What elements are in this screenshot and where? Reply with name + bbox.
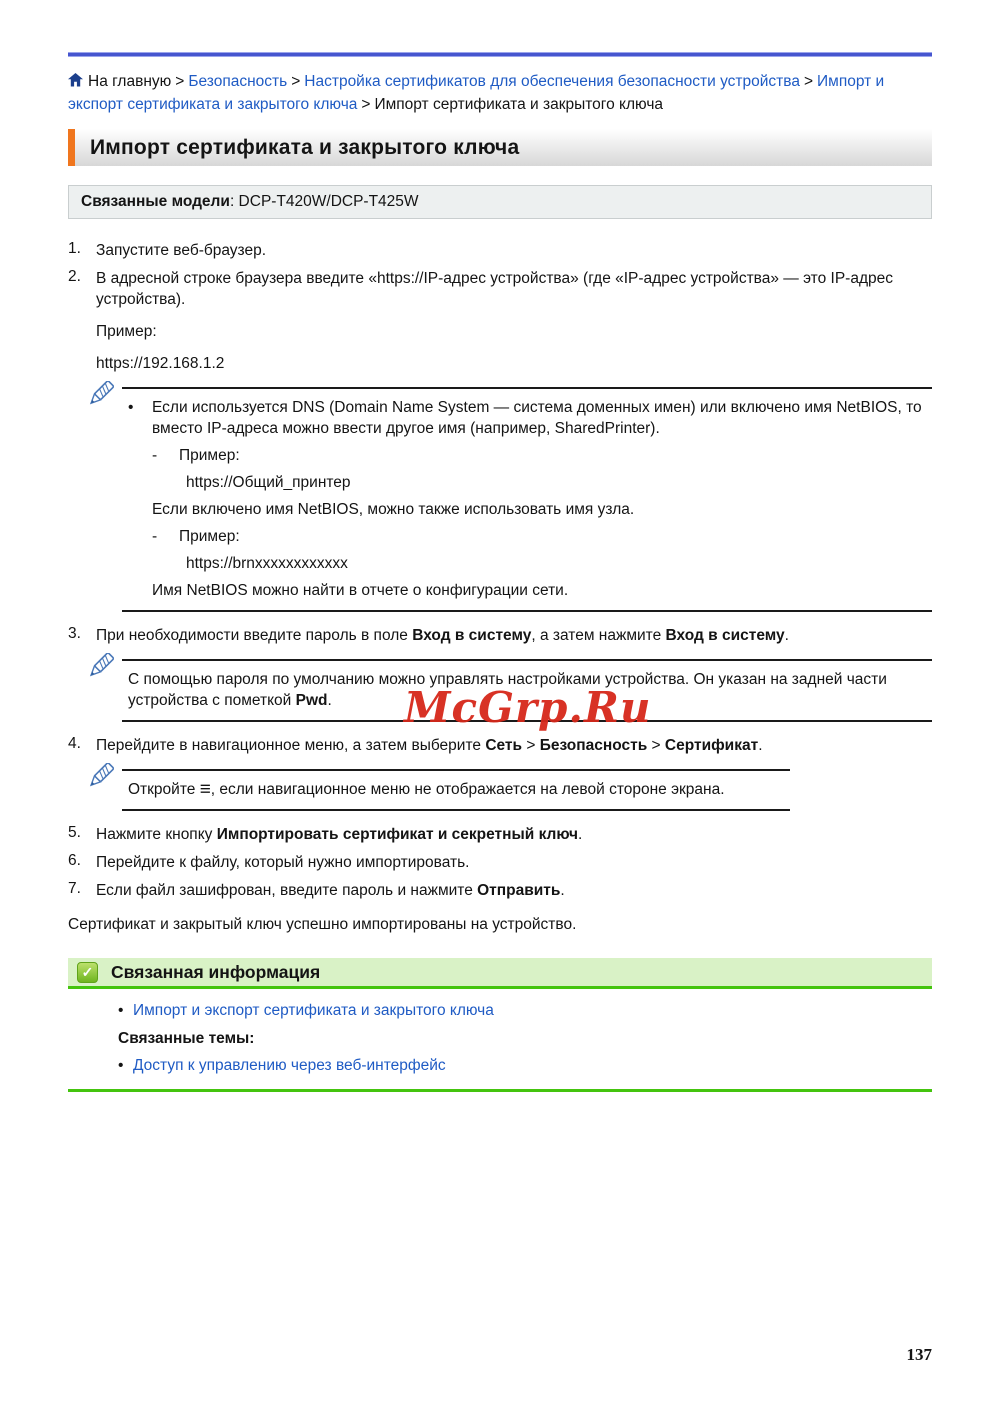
step-7	[68, 880, 932, 901]
breadcrumb-home[interactable]: На главную	[88, 73, 172, 90]
note-text: С помощью пароля по умолчанию можно управлять настройками устройства. Он указан на задней части устройства с пометкой Pwd.	[128, 671, 887, 709]
example-item	[152, 445, 928, 466]
page-title: Импорт сертификата и закрытого ключа	[90, 135, 520, 159]
top-divider	[68, 52, 932, 57]
example-item	[152, 526, 928, 547]
step-text: В адресной строке браузера введите «https://IP-адрес устройства» (где «IP-адрес устройства» — это IP-адрес устройства). Пример: https://192.168.1.2	[96, 268, 932, 374]
breadcrumb-separator: >	[291, 73, 301, 90]
page-content	[68, 0, 932, 1092]
note-text: Если включено имя NetBIOS, можно также использовать имя узла.	[152, 501, 635, 518]
hamburger-menu-icon: ≡	[199, 779, 211, 800]
breadcrumb-separator: >	[361, 95, 371, 113]
step-text: Запустите веб-браузер.	[96, 242, 267, 259]
related-link-item	[118, 1057, 932, 1075]
login-field-label: Вход в систему	[412, 627, 532, 644]
step-number: 2.	[68, 268, 81, 285]
home-icon[interactable]	[68, 72, 83, 94]
related-information-title: Связанная информация	[111, 961, 321, 982]
result-text: Сертификат и закрытый ключ успешно импортированы на устройство.	[68, 916, 577, 933]
note-text: Откройте ≡, если навигационное меню не отображается на левой стороне экрана.	[128, 779, 725, 800]
bullet: •	[128, 399, 134, 416]
related-models-label: Связанные модели	[81, 193, 230, 210]
note-subsection	[152, 445, 928, 601]
pencil-note-icon	[82, 653, 114, 693]
pencil-note-icon	[82, 763, 114, 803]
step-number: 6.	[68, 852, 81, 869]
step-text: Перейдите в навигационное меню, а затем выберите Сеть > Безопасность > Сертификат.	[96, 737, 763, 754]
step-number: 5.	[68, 824, 81, 841]
breadcrumb-link-security[interactable]: Безопасность	[188, 73, 288, 90]
example-label: Пример:	[179, 528, 240, 545]
menu-network-label: Сеть	[485, 737, 523, 754]
bottom-divider	[68, 1089, 932, 1092]
related-information-section	[68, 958, 932, 1092]
note-dns	[122, 387, 932, 612]
related-information-body	[68, 989, 932, 1075]
note-nav-menu	[122, 769, 790, 811]
menu-certificate-label: Сертификат	[664, 737, 759, 754]
step-text: Нажмите кнопку Импортировать сертификат и секретный ключ.	[96, 826, 583, 843]
note-text: Имя NetBIOS можно найти в отчете о конфигурации сети.	[152, 582, 569, 599]
check-icon: ✓	[77, 962, 98, 983]
import-cert-button-label: Импортировать сертификат и секретный ключ	[216, 826, 579, 843]
related-link-item	[118, 1002, 932, 1020]
related-models-value: : DCP-T420W/DCP-T425W	[229, 193, 419, 210]
breadcrumb-current: Импорт сертификата и закрытого ключа	[374, 95, 664, 113]
step-1	[68, 240, 932, 261]
step-6	[68, 852, 932, 873]
dash: -	[152, 447, 158, 464]
step-number: 7.	[68, 880, 81, 897]
related-topics-heading: Связанные темы:	[118, 1030, 255, 1047]
pencil-note-icon	[82, 381, 114, 421]
instruction-steps	[68, 240, 932, 901]
submit-button-label: Отправить	[477, 882, 561, 899]
step-number: 1.	[68, 240, 81, 257]
step-3	[68, 625, 932, 646]
step-5	[68, 824, 932, 845]
step-text: Перейдите к файлу, который нужно импортировать.	[96, 854, 470, 871]
pwd-label: Pwd	[295, 692, 328, 709]
title-accent-bar	[68, 129, 75, 166]
step-4	[68, 735, 932, 756]
related-link-web-access[interactable]: Доступ к управлению через веб-интерфейс	[133, 1057, 446, 1074]
example-label: Пример:	[96, 323, 157, 340]
page-title-bar	[68, 129, 932, 166]
menu-security-label: Безопасность	[539, 737, 648, 754]
breadcrumb-link-import-export[interactable]: Импорт и экспорт сертификата и закрытого ключа	[68, 73, 885, 113]
example-url: https://Общий_принтер	[186, 474, 351, 491]
step-text: Если файл зашифрован, введите пароль и нажмите Отправить.	[96, 882, 565, 899]
bullet: •	[118, 1057, 124, 1074]
dash: -	[152, 528, 158, 545]
example-label: Пример:	[179, 447, 240, 464]
watermark: McGrp.Ru	[404, 683, 652, 732]
breadcrumb	[68, 71, 932, 115]
step-number: 4.	[68, 735, 81, 752]
step-text: При необходимости введите пароль в поле Вход в систему, а затем нажмите Вход в систему.	[96, 627, 789, 644]
example-url: https://brnxxxxxxxxxxxx	[186, 555, 348, 572]
related-information-header	[68, 958, 932, 989]
login-button-label: Вход в систему	[665, 627, 785, 644]
related-models-box	[68, 185, 932, 219]
step-2	[68, 268, 932, 374]
note-bullet-item	[128, 397, 928, 439]
step-number: 3.	[68, 625, 81, 642]
breadcrumb-separator: >	[175, 73, 185, 90]
related-link-import-export[interactable]: Импорт и экспорт сертификата и закрытого ключа	[133, 1002, 494, 1019]
note-text: Если используется DNS (Domain Name System — система доменных имен) или включено имя NetBIOS, то вместо IP-адреса можно ввести другое имя (например, SharedPrinter).	[152, 399, 922, 437]
example-url: https://192.168.1.2	[96, 355, 225, 372]
breadcrumb-link-cert-config[interactable]: Настройка сертификатов для обеспечения безопасности устройства	[304, 73, 800, 90]
bullet: •	[118, 1002, 124, 1019]
page-number: 137	[906, 1345, 932, 1364]
breadcrumb-separator: >	[803, 73, 814, 90]
